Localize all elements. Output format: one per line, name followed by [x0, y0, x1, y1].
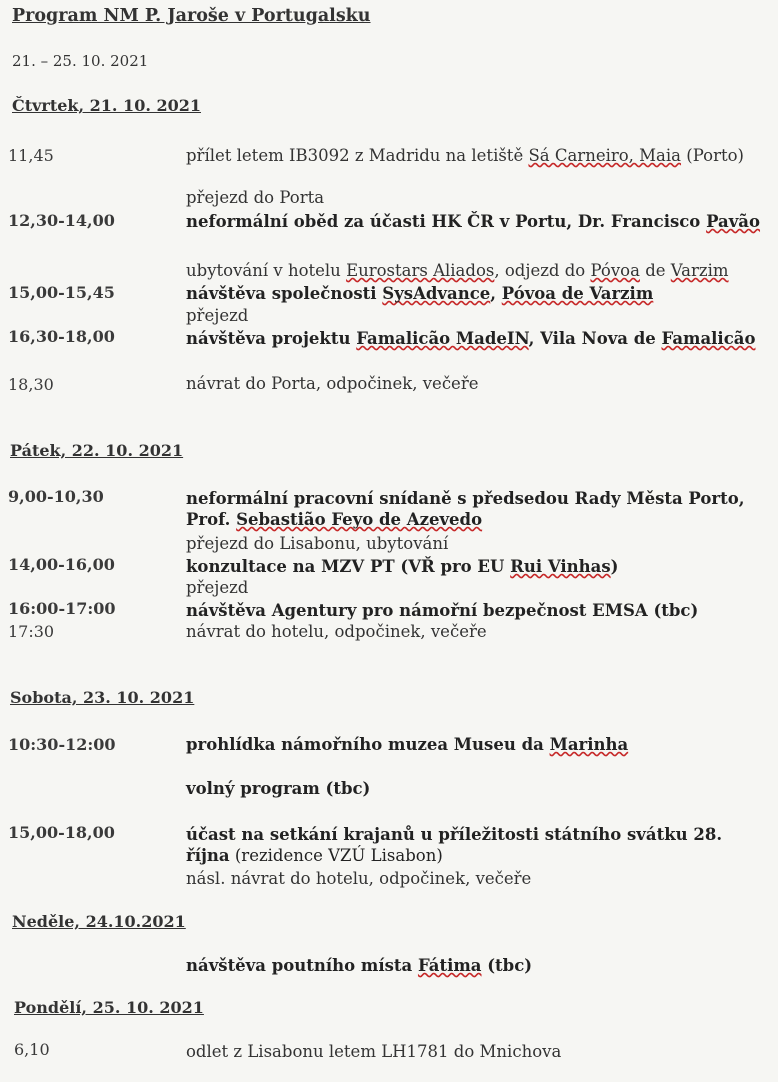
- page-title: Program NM P. Jaroše v Portugalsku: [12, 6, 371, 26]
- schedule-item: neformální oběd za účasti HK ČR v Portu, Dr. Francisco Pavão: [186, 212, 761, 231]
- schedule-time: 18,30: [8, 375, 54, 394]
- day-heading-thursday: Čtvrtek, 21. 10. 2021: [12, 96, 201, 115]
- schedule-item: návštěva projektu Famalicão MadeIN, Vila Nova de Famalicão: [186, 329, 756, 348]
- schedule-time: 16:00-17:00: [8, 599, 116, 618]
- date-range: 21. – 25. 10. 2021: [12, 52, 149, 70]
- schedule-item: prohlídka námořního muzea Museu da Marinha: [186, 735, 629, 754]
- schedule-item: odlet z Lisabonu letem LH1781 do Mnichova: [186, 1042, 562, 1061]
- schedule-time: 15,00-15,45: [8, 283, 115, 302]
- schedule-time: 16,30-18,00: [8, 327, 115, 346]
- schedule-item: ubytování v hotelu Eurostars Aliados, odjezd do Póvoa de Varzim: [186, 261, 729, 280]
- schedule-item: přílet letem IB3092 z Madridu na letiště Sá Carneiro, Maia (Porto): [186, 146, 744, 165]
- schedule-time: 17:30: [8, 622, 55, 641]
- schedule-item: návštěva Agentury pro námořní bezpečnost EMSA (tbc): [186, 601, 699, 620]
- schedule-item: přejezd do Porta: [186, 188, 325, 207]
- schedule-item: konzultace na MZV PT (VŘ pro EU Rui Vinhas): [186, 557, 619, 576]
- schedule-time: 9,00-10,30: [8, 487, 104, 506]
- schedule-time: 14,00-16,00: [8, 555, 115, 574]
- schedule-time: 15,00-18,00: [8, 823, 115, 842]
- day-heading-monday: Pondělí, 25. 10. 2021: [14, 998, 204, 1017]
- schedule-time: 6,10: [14, 1040, 50, 1059]
- day-heading-saturday: Sobota, 23. 10. 2021: [10, 688, 195, 707]
- schedule-item: návrat do hotelu, odpočinek, večeře: [186, 622, 487, 641]
- schedule-item: přejezd: [186, 306, 249, 325]
- schedule-item: přejezd: [186, 578, 249, 597]
- schedule-item: návštěva poutního místa Fátima (tbc): [186, 956, 533, 975]
- schedule-item: násl. návrat do hotelu, odpočinek, večeře: [186, 869, 532, 888]
- schedule-time: 10:30-12:00: [8, 735, 116, 754]
- schedule-item: volný program (tbc): [186, 779, 371, 798]
- schedule-item: přejezd do Lisabonu, ubytování: [186, 534, 449, 553]
- day-heading-sunday: Neděle, 24.10.2021: [12, 912, 186, 931]
- schedule-item: účast na setkání krajanů u příležitosti státního svátku 28. října (rezidence VZÚ Lisabon): [186, 825, 723, 865]
- day-heading-friday: Pátek, 22. 10. 2021: [10, 441, 184, 460]
- schedule-time: 11,45: [8, 146, 54, 165]
- schedule-item: návštěva společnosti SysAdvance, Póvoa de Varzim: [186, 284, 654, 303]
- schedule-time: 12,30-14,00: [8, 211, 115, 230]
- schedule-item: neformální pracovní snídaně s předsedou Rady Města Porto, Prof. Sebastião Feyo de Azevedo: [186, 489, 745, 529]
- schedule-item: návrat do Porta, odpočinek, večeře: [186, 374, 479, 393]
